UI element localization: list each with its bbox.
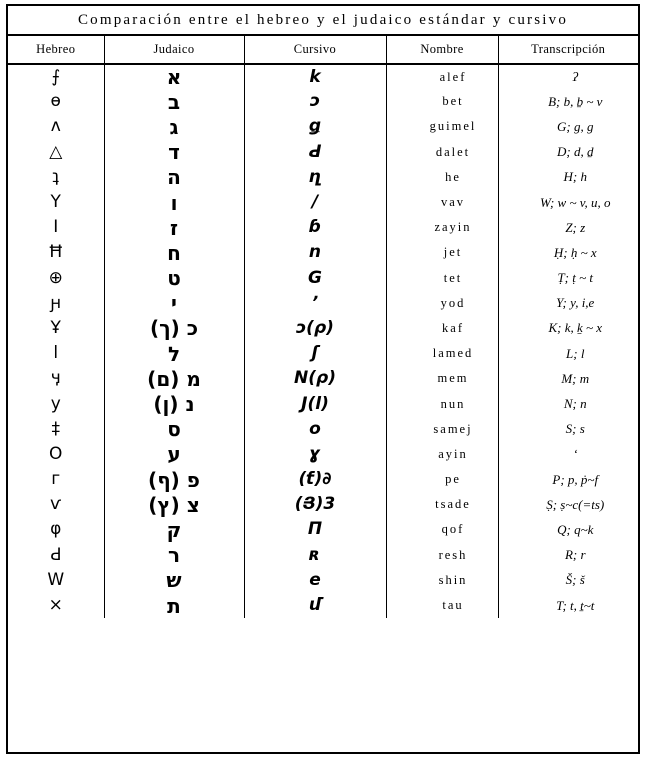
cell-hebreo-glyph: ѵ (50, 494, 62, 515)
cell-nombre: tau (386, 593, 498, 618)
cell-cursivo-glyph: N(ρ) (294, 368, 336, 389)
cell-hebreo-glyph: ‡ (51, 418, 60, 439)
cell-cursivo-glyph: / (311, 192, 319, 213)
cell-transcripcion: W; w ~ v, u, o (498, 190, 638, 215)
cell-judaico (104, 517, 244, 542)
cell-transcripcion: S; s (498, 417, 638, 442)
cell-transcripcion: Ḥ; ḥ ~ x (498, 240, 638, 265)
cell-judaico (104, 543, 244, 568)
cell-nombre: qof (386, 517, 498, 542)
table-row (8, 492, 638, 517)
alphabet-comparison-table (6, 4, 640, 754)
cell-judaico-glyph: מ (ם) (147, 366, 201, 391)
cell-nombre: jet (386, 240, 498, 265)
cell-judaico-glyph: י (171, 291, 177, 316)
cell-judaico-glyph: ט (167, 266, 181, 291)
cell-hebreo (8, 568, 104, 593)
cell-cursivo (244, 190, 386, 215)
cell-cursivo (244, 240, 386, 265)
cell-hebreo (8, 291, 104, 316)
table-row (8, 543, 638, 568)
cell-hebreo (8, 517, 104, 542)
cell-hebreo (8, 341, 104, 366)
table-row (8, 266, 638, 291)
cell-judaico-glyph: ח (167, 240, 181, 265)
cell-nombre: tsade (386, 492, 498, 517)
cell-judaico-glyph: ה (167, 165, 181, 190)
cell-cursivo (244, 568, 386, 593)
cell-cursivo-glyph: ո (308, 242, 322, 263)
cell-judaico-glyph: ע (167, 442, 181, 467)
cell-judaico-glyph: נ (ן) (153, 392, 195, 417)
cell-nombre: ayin (386, 442, 498, 467)
cell-cursivo-glyph: J(l) (301, 393, 329, 414)
cell-nombre: bet (386, 89, 498, 114)
column-header-nombre: Nombre (386, 36, 498, 64)
table-row (8, 568, 638, 593)
cell-hebreo (8, 417, 104, 442)
cell-cursivo (244, 89, 386, 114)
cell-cursivo-glyph: k (309, 66, 321, 87)
cell-hebreo-glyph: ʌ (50, 116, 61, 137)
cell-cursivo-glyph: ǥ (308, 116, 322, 137)
table-row (8, 593, 638, 618)
cell-cursivo-glyph: ʀ (309, 544, 321, 565)
cell-judaico-glyph: ג (169, 114, 179, 139)
table-row (8, 517, 638, 542)
cell-nombre: lamed (386, 341, 498, 366)
cell-judaico (104, 366, 244, 391)
cell-transcripcion: Q; q~k (498, 517, 638, 542)
cell-nombre: pe (386, 467, 498, 492)
column-header-transcripcion: Transcripción (498, 36, 638, 64)
cell-judaico (104, 215, 244, 240)
cell-transcripcion: Y; y, i,e (498, 291, 638, 316)
table-row (8, 316, 638, 341)
cell-transcripcion: Š; š (498, 568, 638, 593)
cell-transcripcion: Z; z (498, 215, 638, 240)
cell-hebreo-glyph: φ (50, 519, 62, 540)
cell-nombre: guimel (386, 114, 498, 139)
cell-judaico (104, 593, 244, 618)
cell-hebreo (8, 64, 104, 89)
cell-hebreo (8, 442, 104, 467)
cell-nombre: vav (386, 190, 498, 215)
cell-hebreo (8, 593, 104, 618)
cell-hebreo-glyph: ⨍ (51, 66, 61, 87)
cell-cursivo-glyph: ∂(ƭ) (298, 469, 332, 490)
cell-judaico-glyph: כ (ך) (149, 316, 199, 341)
cell-judaico-glyph: ב (167, 89, 181, 114)
cell-judaico (104, 114, 244, 139)
cell-judaico (104, 165, 244, 190)
cell-hebreo-glyph: ⊕ (48, 267, 63, 288)
cell-hebreo-glyph: Y (50, 192, 61, 213)
cell-cursivo (244, 467, 386, 492)
cell-judaico (104, 492, 244, 517)
alphabet-table (8, 36, 638, 618)
cell-nombre: resh (386, 543, 498, 568)
cell-cursivo (244, 64, 386, 89)
cell-transcripcion: L; l (498, 341, 638, 366)
cell-nombre: shin (386, 568, 498, 593)
cell-judaico-glyph: ד (168, 140, 180, 165)
cell-hebreo-glyph: ԩ (50, 292, 62, 313)
cell-cursivo (244, 114, 386, 139)
table-row (8, 165, 638, 190)
cell-hebreo (8, 266, 104, 291)
table-row (8, 64, 638, 89)
cell-hebreo-glyph: ӌ (50, 368, 61, 389)
cell-hebreo-glyph: ө (50, 91, 61, 112)
cell-cursivo (244, 543, 386, 568)
header-row (8, 36, 638, 64)
cell-hebreo (8, 140, 104, 165)
cell-judaico (104, 291, 244, 316)
cell-hebreo (8, 316, 104, 341)
cell-nombre: he (386, 165, 498, 190)
cell-cursivo-glyph: մ (308, 595, 322, 616)
cell-cursivo (244, 517, 386, 542)
cell-hebreo-glyph: l (53, 343, 59, 364)
cell-transcripcion: Ṭ; ṭ ~ t (498, 266, 638, 291)
cell-hebreo (8, 467, 104, 492)
cell-cursivo (244, 593, 386, 618)
cell-hebreo-glyph: Ұ (50, 317, 61, 338)
cell-judaico-glyph: ת (167, 593, 181, 618)
cell-hebreo-glyph: W (47, 569, 65, 590)
cell-cursivo-glyph: 3(Յ) (294, 494, 336, 515)
cell-judaico (104, 316, 244, 341)
table-row (8, 190, 638, 215)
cell-cursivo (244, 492, 386, 517)
cell-cursivo (244, 140, 386, 165)
cell-hebreo (8, 366, 104, 391)
cell-nombre: nun (386, 391, 498, 416)
table-row (8, 291, 638, 316)
cell-judaico (104, 341, 244, 366)
table-row (8, 417, 638, 442)
cell-judaico-glyph: פ (ף) (148, 467, 200, 492)
table-row (8, 467, 638, 492)
cell-hebreo-glyph: × (48, 595, 63, 616)
cell-hebreo-glyph: г (51, 469, 61, 490)
cell-judaico-glyph: ל (167, 341, 181, 366)
cell-nombre: samej (386, 417, 498, 442)
table-row (8, 366, 638, 391)
cell-nombre: mem (386, 366, 498, 391)
cell-judaico-glyph: צ (ץ) (148, 492, 200, 517)
cell-transcripcion: N; n (498, 391, 638, 416)
cell-transcripcion: ʻ (498, 442, 638, 467)
cell-cursivo-glyph: ɣ (308, 443, 322, 464)
table-row (8, 89, 638, 114)
cell-judaico (104, 140, 244, 165)
cell-transcripcion: D; d, ḏ (498, 140, 638, 165)
cell-judaico (104, 190, 244, 215)
cell-judaico (104, 266, 244, 291)
cell-judaico-glyph: ז (169, 215, 178, 240)
column-header-hebreo: Hebreo (8, 36, 104, 64)
cell-transcripcion: G; g, g (498, 114, 638, 139)
cell-judaico (104, 467, 244, 492)
cell-cursivo (244, 391, 386, 416)
cell-cursivo-glyph: ɔ (309, 91, 321, 112)
cell-cursivo-glyph: o (309, 418, 321, 439)
cell-hebreo-glyph: Ԁ (49, 544, 62, 565)
cell-judaico (104, 442, 244, 467)
cell-hebreo (8, 543, 104, 568)
column-header-judaico: Judaico (104, 36, 244, 64)
cell-cursivo (244, 341, 386, 366)
cell-judaico (104, 64, 244, 89)
cell-hebreo-glyph: Ħ (47, 242, 64, 263)
cell-judaico (104, 391, 244, 416)
table-row (8, 442, 638, 467)
cell-transcripcion: R; r (498, 543, 638, 568)
cell-nombre: tet (386, 266, 498, 291)
cell-cursivo-glyph: G (308, 267, 322, 288)
table-title-row (8, 6, 638, 36)
cell-cursivo-glyph: Ԁ (308, 141, 322, 162)
table-row (8, 341, 638, 366)
cell-transcripcion: P; p, ṗ~f (498, 467, 638, 492)
cell-cursivo (244, 366, 386, 391)
table-row (8, 391, 638, 416)
cell-transcripcion: T; t, ṯ~t (498, 593, 638, 618)
table-body (8, 64, 638, 618)
cell-judaico-glyph: ק (166, 517, 182, 542)
cell-nombre: yod (386, 291, 498, 316)
cell-judaico-glyph: א (166, 65, 182, 90)
cell-judaico-glyph: ו (170, 190, 178, 215)
cell-cursivo-glyph: ղ (308, 166, 322, 187)
cell-cursivo (244, 266, 386, 291)
cell-nombre: kaf (386, 316, 498, 341)
cell-nombre: zayin (386, 215, 498, 240)
cell-cursivo-glyph: e (309, 569, 321, 590)
cell-transcripcion: ʔ (498, 64, 638, 89)
cell-hebreo (8, 492, 104, 517)
cell-nombre: dalet (386, 140, 498, 165)
cell-hebreo (8, 215, 104, 240)
cell-hebreo-glyph: у (50, 393, 61, 414)
table-header (8, 36, 638, 64)
table-row (8, 114, 638, 139)
table-row (8, 140, 638, 165)
column-header-cursivo: Cursivo (244, 36, 386, 64)
cell-transcripcion: K; k, ḵ ~ x (498, 316, 638, 341)
cell-hebreo (8, 240, 104, 265)
cell-judaico (104, 89, 244, 114)
cell-cursivo (244, 417, 386, 442)
cell-cursivo-glyph: ɓ (308, 217, 322, 238)
table-row (8, 240, 638, 265)
cell-hebreo (8, 89, 104, 114)
cell-judaico (104, 568, 244, 593)
cell-judaico-glyph: ס (167, 417, 181, 442)
cell-cursivo (244, 215, 386, 240)
cell-cursivo (244, 316, 386, 341)
cell-hebreo (8, 391, 104, 416)
cell-judaico-glyph: ר (167, 543, 181, 568)
cell-cursivo (244, 442, 386, 467)
cell-cursivo (244, 165, 386, 190)
cell-judaico (104, 417, 244, 442)
cell-transcripcion: Ṣ; ṣ~c(=ts) (498, 492, 638, 517)
cell-transcripcion: B; b, ḇ ~ v (498, 89, 638, 114)
table-row (8, 215, 638, 240)
cell-hebreo (8, 114, 104, 139)
cell-cursivo-glyph: ʃ (311, 343, 319, 364)
cell-nombre: alef (386, 64, 498, 89)
cell-judaico (104, 240, 244, 265)
page-title: Comparación entre el hebreo y el judaico estándar y cursivo (77, 11, 569, 28)
cell-cursivo-glyph: ɔ(ρ) (296, 317, 334, 338)
cell-hebreo (8, 165, 104, 190)
cell-transcripcion: M; m (498, 366, 638, 391)
cell-hebreo-glyph: I (53, 217, 59, 238)
cell-hebreo-glyph: ʇ (52, 166, 60, 187)
cell-transcripcion: H; h (498, 165, 638, 190)
cell-cursivo (244, 291, 386, 316)
cell-cursivo-glyph: ʼ (311, 292, 319, 313)
cell-cursivo-glyph: Π (307, 519, 323, 540)
cell-hebreo (8, 190, 104, 215)
cell-hebreo-glyph: O (49, 443, 63, 464)
cell-hebreo-glyph: △ (49, 141, 63, 162)
cell-judaico-glyph: ש (166, 568, 182, 593)
